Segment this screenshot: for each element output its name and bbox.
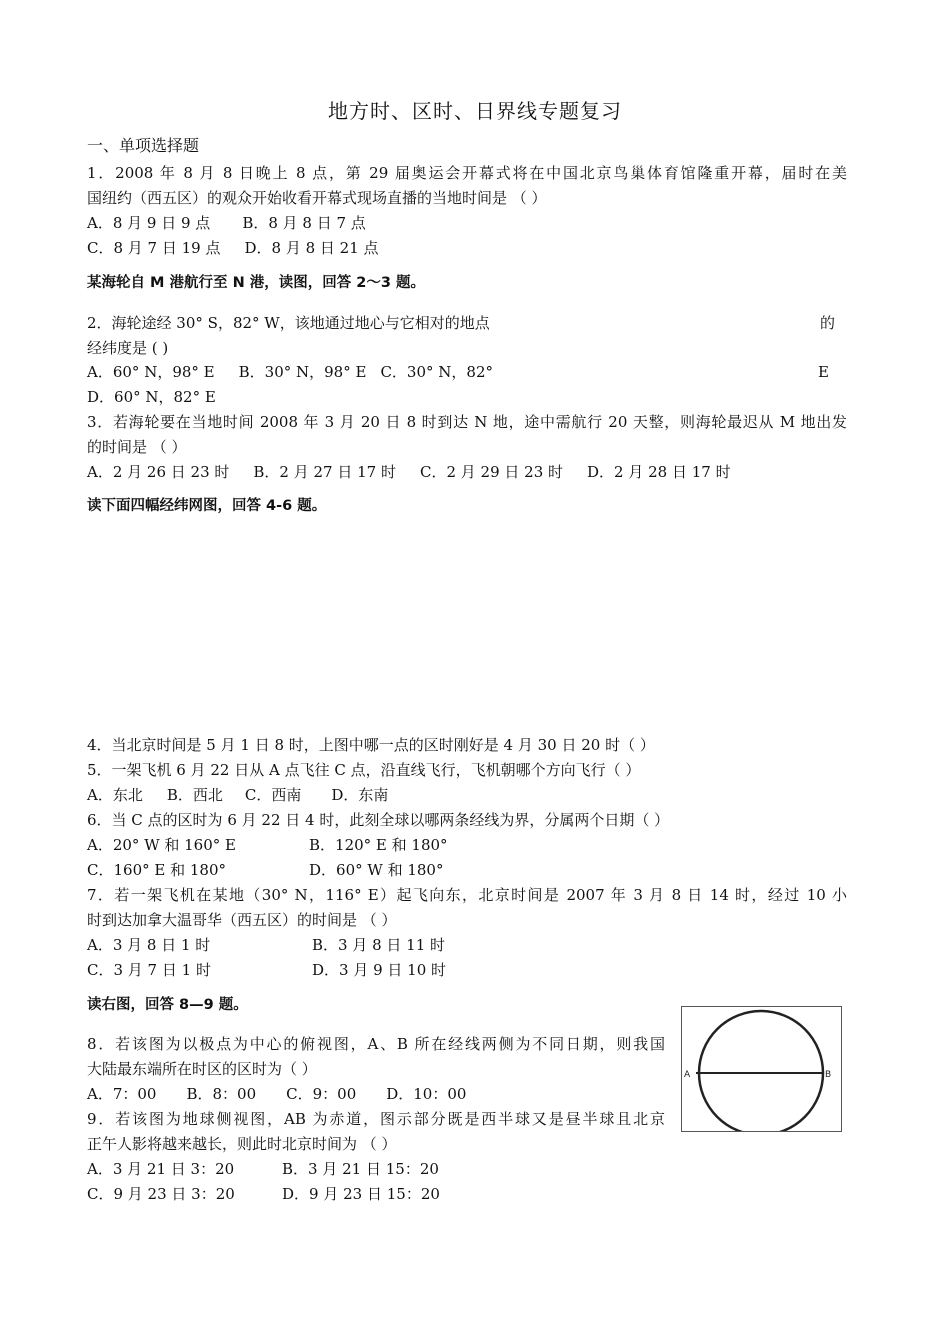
q9-text: 9．若该图为地球侧视图，AB 为赤道，图示部分既是西半球又是昼半球且北京: [87, 1110, 665, 1128]
q7-option-c[interactable]: C．3 月 7 日 1 时: [87, 961, 211, 979]
q3-text-cont: 的时间是 （ ）: [87, 438, 187, 456]
globe-circle: [699, 1011, 823, 1131]
point-b-label: B: [825, 1070, 832, 1080]
circle-diagram: [682, 1007, 841, 1131]
q3-option-c[interactable]: C．2 月 29 日 23 时: [419, 463, 564, 481]
section-heading: 一、单项选择题: [87, 136, 200, 155]
q9-option-a[interactable]: A．3 月 21 日 3：20: [87, 1160, 235, 1178]
q2-option-d[interactable]: D．60° N，82° E: [87, 388, 216, 406]
q8-text-cont: 大陆最东端所在时区的区时为（ ）: [87, 1060, 317, 1078]
q2-option-b[interactable]: B．30° N，98° E: [238, 363, 367, 381]
lead-q2-3: 某海轮自 M 港航行至 N 港，读图，回答 2～3 题。: [87, 275, 426, 291]
q2-text-tail: 的: [820, 314, 836, 332]
q6-option-b[interactable]: B．120° E 和 180°: [309, 836, 448, 854]
q3-text: 3．若海轮要在当地时间 2008 年 3 月 20 日 8 时到达 N 地，途中需航行 20 天整，则海轮最迟从 M 地出发: [87, 413, 847, 431]
q1-option-c[interactable]: C．8 月 7 日 19 点: [87, 239, 221, 257]
q1-option-a[interactable]: A．8 月 9 日 9 点: [87, 214, 211, 232]
q2-option-c[interactable]: C．30° N，82°: [380, 363, 493, 381]
q3-option-d[interactable]: D．2 月 28 日 17 时: [587, 463, 731, 481]
q9-options-ab: [87, 1159, 439, 1179]
lead-q4-6: 读下面四幅经纬网图，回答 4-6 题。: [87, 498, 327, 514]
q5-option-a[interactable]: A．东北: [87, 786, 143, 804]
q3-option-b[interactable]: B．2 月 27 日 17 时: [253, 463, 396, 481]
q6-options-ab: [87, 835, 448, 855]
q8-options: [87, 1084, 466, 1104]
point-a-label: A: [684, 1070, 691, 1080]
q5-text: 5．一架飞机 6 月 22 日从 A 点飞往 C 点，沿直线飞行，飞机朝哪个方向飞行（ ）: [87, 761, 641, 779]
q5-option-b[interactable]: B．西北: [166, 786, 223, 804]
q8-option-c[interactable]: C．9：00: [286, 1085, 357, 1103]
q2-options-abc: [87, 362, 493, 382]
q1-text-cont: 国纽约（西五区）的观众开始收看开幕式现场直播的当地时间是 （ ）: [87, 189, 547, 207]
q9-options-cd: [87, 1184, 440, 1204]
q2-text: 2．海轮途经 30° S，82° W，该地通过地心与它相对的地点: [87, 314, 490, 332]
q5-option-c[interactable]: C．西南: [244, 786, 302, 804]
q2-text-cont: 经纬度是 ( ): [87, 339, 169, 357]
q7-text: 7．若一架飞机在某地（30° N，116° E）起飞向东，北京时间是 2007 年 3 月 8 日 14 时，经过 10 小: [87, 886, 847, 904]
q6-options-cd: [87, 860, 443, 880]
q3-options: [87, 462, 731, 482]
q5-option-d[interactable]: D．东南: [331, 786, 389, 804]
q7-options-ab: [87, 935, 445, 955]
q6-text: 6．当 C 点的区时为 6 月 22 日 4 时，此刻全球以哪两条经线为界，分属两个日期（ ）: [87, 811, 670, 829]
q8-option-d[interactable]: D．10：00: [386, 1085, 467, 1103]
q7-text-cont: 时到达加拿大温哥华（西五区）的时间是 （ ）: [87, 911, 397, 929]
q7-option-a[interactable]: A．3 月 8 日 1 时: [87, 936, 211, 954]
q6-option-a[interactable]: A．20° W 和 160° E: [87, 836, 236, 854]
q6-option-d[interactable]: D．60° W 和 180°: [309, 861, 444, 879]
q8-option-b[interactable]: B．8：00: [186, 1085, 257, 1103]
q9-option-b[interactable]: B．3 月 21 日 15：20: [282, 1160, 439, 1178]
q7-option-b[interactable]: B．3 月 8 日 11 时: [312, 936, 446, 954]
q3-option-a[interactable]: A．2 月 26 日 23 时: [87, 463, 230, 481]
q9-option-c[interactable]: C．9 月 23 日 3：20: [87, 1185, 235, 1203]
circle-figure: [681, 1006, 842, 1132]
q2-option-a[interactable]: A．60° N，98° E: [87, 363, 215, 381]
q1-text: 1．2008 年 8 月 8 日晚上 8 点，第 29 届奥运会开幕式将在中国北京鸟巢体育馆隆重开幕，届时在美: [87, 164, 847, 182]
q1-option-d[interactable]: D．8 月 8 日 21 点: [244, 239, 379, 257]
q8-text: 8．若该图为以极点为中心的俯视图，A、B 所在经线两侧为不同日期，则我国: [87, 1035, 665, 1053]
q1-options-ab: [87, 213, 366, 233]
q5-options: [87, 785, 388, 805]
q4-text: 4．当北京时间是 5 月 1 日 8 时，上图中哪一点的区时刚好是 4 月 30 日 20 时（ ）: [87, 736, 655, 754]
q1-options-cd: [87, 238, 379, 258]
q8-option-a[interactable]: A．7：00: [87, 1085, 157, 1103]
q9-text-cont: 正午人影将越来越长，则此时北京时间为 （ ）: [87, 1135, 397, 1153]
page-title: 地方时、区时、日界线专题复习: [328, 99, 622, 123]
lead-q8-9: 读右图，回答 8—9 题。: [87, 997, 248, 1013]
q2-option-c-tail: E: [818, 363, 829, 381]
q6-option-c[interactable]: C．160° E 和 180°: [87, 861, 226, 879]
q9-option-d[interactable]: D．9 月 23 日 15：20: [282, 1185, 440, 1203]
q7-option-d[interactable]: D．3 月 9 日 10 时: [312, 961, 447, 979]
q1-option-b[interactable]: B．8 月 8 日 7 点: [242, 214, 366, 232]
q7-options-cd: [87, 960, 446, 980]
